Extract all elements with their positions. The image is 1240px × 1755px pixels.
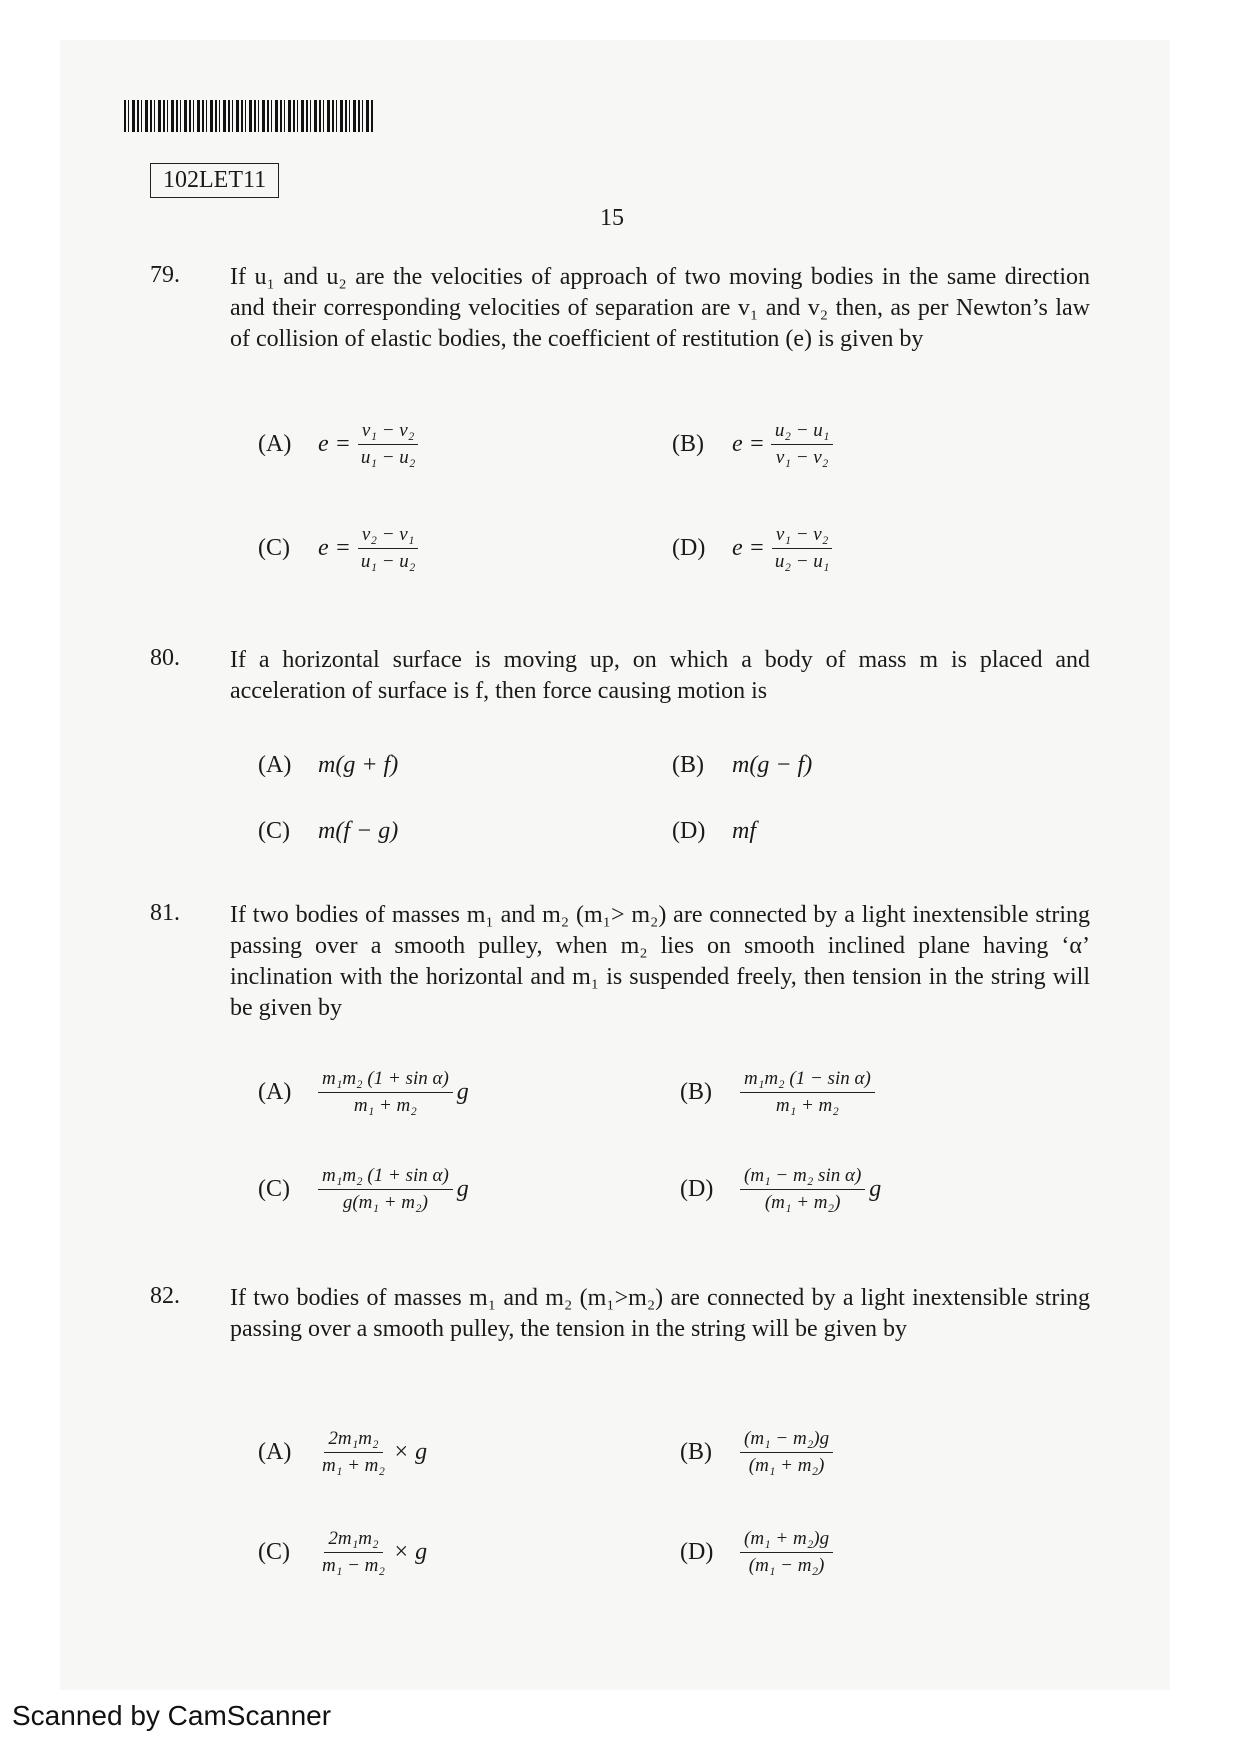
denominator: u₁ − u₂ xyxy=(360,447,416,468)
numerator: (m₁ − m₂ sin α) xyxy=(740,1165,865,1190)
numerator: v₁ − v₂ xyxy=(358,420,418,445)
fraction xyxy=(740,1428,833,1477)
fraction xyxy=(318,1165,453,1214)
numerator: m₁m₂ (1 − sin α) xyxy=(740,1068,875,1093)
numerator: m₁m₂ (1 + sin α) xyxy=(318,1068,453,1093)
fraction xyxy=(318,1068,453,1117)
question-number: 81. xyxy=(150,900,180,926)
denominator: m₁ + m₂ xyxy=(322,1455,385,1476)
option-b xyxy=(672,420,833,469)
denominator: u₁ − u₂ xyxy=(360,551,416,572)
fraction xyxy=(318,1428,389,1477)
option-c xyxy=(258,1165,469,1214)
numerator: v₁ − v₂ xyxy=(772,524,832,549)
option-label: (B) xyxy=(672,431,704,457)
option-c xyxy=(258,1528,427,1577)
denominator: m₁ + m₂ xyxy=(353,1095,417,1116)
denominator: g(m₁ + m₂) xyxy=(342,1192,428,1213)
fraction xyxy=(771,524,834,573)
page-number: 15 xyxy=(600,205,624,231)
fraction xyxy=(357,420,420,469)
denominator: v₁ − v₂ xyxy=(775,447,829,468)
option-a xyxy=(258,1068,469,1117)
numerator: (m₁ + m₂)g xyxy=(740,1528,833,1553)
barcode xyxy=(124,100,374,132)
option-suffix: g xyxy=(456,1079,469,1105)
denominator: m₁ − m₂ xyxy=(322,1555,385,1576)
option-b xyxy=(680,1428,833,1477)
option-expression: m(f − g) xyxy=(318,818,399,844)
option-label: (C) xyxy=(258,1539,290,1565)
question-number: 80. xyxy=(150,645,180,671)
question-number: 82. xyxy=(150,1283,180,1309)
option-d xyxy=(672,524,833,573)
option-suffix: × g xyxy=(392,1539,428,1565)
fraction xyxy=(318,1528,389,1577)
option-c xyxy=(258,818,398,845)
option-prefix: e = xyxy=(732,431,765,457)
denominator: u₂ − u₁ xyxy=(774,551,830,572)
option-a xyxy=(258,1428,427,1477)
numerator: 2m₁m₂ xyxy=(324,1528,382,1553)
option-d xyxy=(680,1528,833,1577)
option-a xyxy=(258,752,398,779)
numerator: u₂ − u₁ xyxy=(771,420,834,445)
fraction xyxy=(771,420,834,469)
option-prefix: e = xyxy=(318,535,351,561)
numerator: m₁m₂ (1 + sin α) xyxy=(318,1165,453,1190)
option-prefix: e = xyxy=(318,431,351,457)
option-d xyxy=(680,1165,881,1214)
option-label: (B) xyxy=(680,1079,712,1105)
option-c xyxy=(258,524,419,573)
option-suffix: g xyxy=(456,1176,469,1202)
option-label: (D) xyxy=(672,535,706,561)
option-suffix: × g xyxy=(392,1439,428,1465)
option-suffix: g xyxy=(869,1176,882,1202)
option-label: (D) xyxy=(680,1539,714,1565)
option-label: (A) xyxy=(258,1439,292,1465)
numerator: (m₁ − m₂)g xyxy=(740,1428,833,1453)
option-expression: m(g − f) xyxy=(732,752,813,778)
question-number: 79. xyxy=(150,262,180,288)
option-label: (D) xyxy=(680,1176,714,1202)
option-b xyxy=(672,752,812,779)
option-a xyxy=(258,420,419,469)
option-label: (B) xyxy=(680,1439,712,1465)
option-prefix: e = xyxy=(732,535,765,561)
fraction xyxy=(740,1068,875,1117)
numerator: 2m₁m₂ xyxy=(324,1428,382,1453)
denominator: (m₁ + m₂) xyxy=(748,1455,825,1476)
fraction xyxy=(357,524,420,573)
question-text: If a horizontal surface is moving up, on which a body of mass m is placed and acceleration of surface is f, then force causing motion is xyxy=(230,647,1090,704)
option-label: (A) xyxy=(258,1079,292,1105)
option-label: (A) xyxy=(258,752,292,778)
question-text: If two bodies of masses m₁ and m₂ (m₁> m₂) are connected by a light inextensible string passing over a smooth pulley, when m₂ lies on smooth inclined plane having ‘α’ inclination with the horizontal and m₁ is suspended freely, then tension in the string will be given by xyxy=(230,902,1090,1021)
scanner-watermark: Scanned by CamScanner xyxy=(12,1700,332,1731)
fraction xyxy=(740,1165,865,1214)
option-expression: mf xyxy=(732,818,756,844)
option-d xyxy=(672,818,756,845)
option-label: (C) xyxy=(258,535,290,561)
option-label: (C) xyxy=(258,818,290,844)
option-b xyxy=(680,1068,875,1117)
option-label: (C) xyxy=(258,1176,290,1202)
question-text: If u₁ and u₂ are the velocities of approach of two moving bodies in the same direction and their corresponding velocities of separation are v₁ and v₂ then, as per Newton’s law of collision of elastic bodies, the coefficient of restitution (e) is given by xyxy=(230,264,1090,352)
option-label: (B) xyxy=(672,752,704,778)
question-text: If two bodies of masses m₁ and m₂ (m₁>m₂) are connected by a light inextensible string passing over a smooth pulley, the tension in the string will be given by xyxy=(230,1285,1090,1342)
option-expression: m(g + f) xyxy=(318,752,399,778)
denominator: (m₁ − m₂) xyxy=(748,1555,825,1576)
denominator: m₁ + m₂ xyxy=(775,1095,839,1116)
option-label: (A) xyxy=(258,431,292,457)
denominator: (m₁ + m₂) xyxy=(764,1192,841,1213)
option-label: (D) xyxy=(672,818,706,844)
fraction xyxy=(740,1528,833,1577)
paper-code: 102LET11 xyxy=(150,163,279,198)
numerator: v₂ − v₁ xyxy=(358,524,418,549)
